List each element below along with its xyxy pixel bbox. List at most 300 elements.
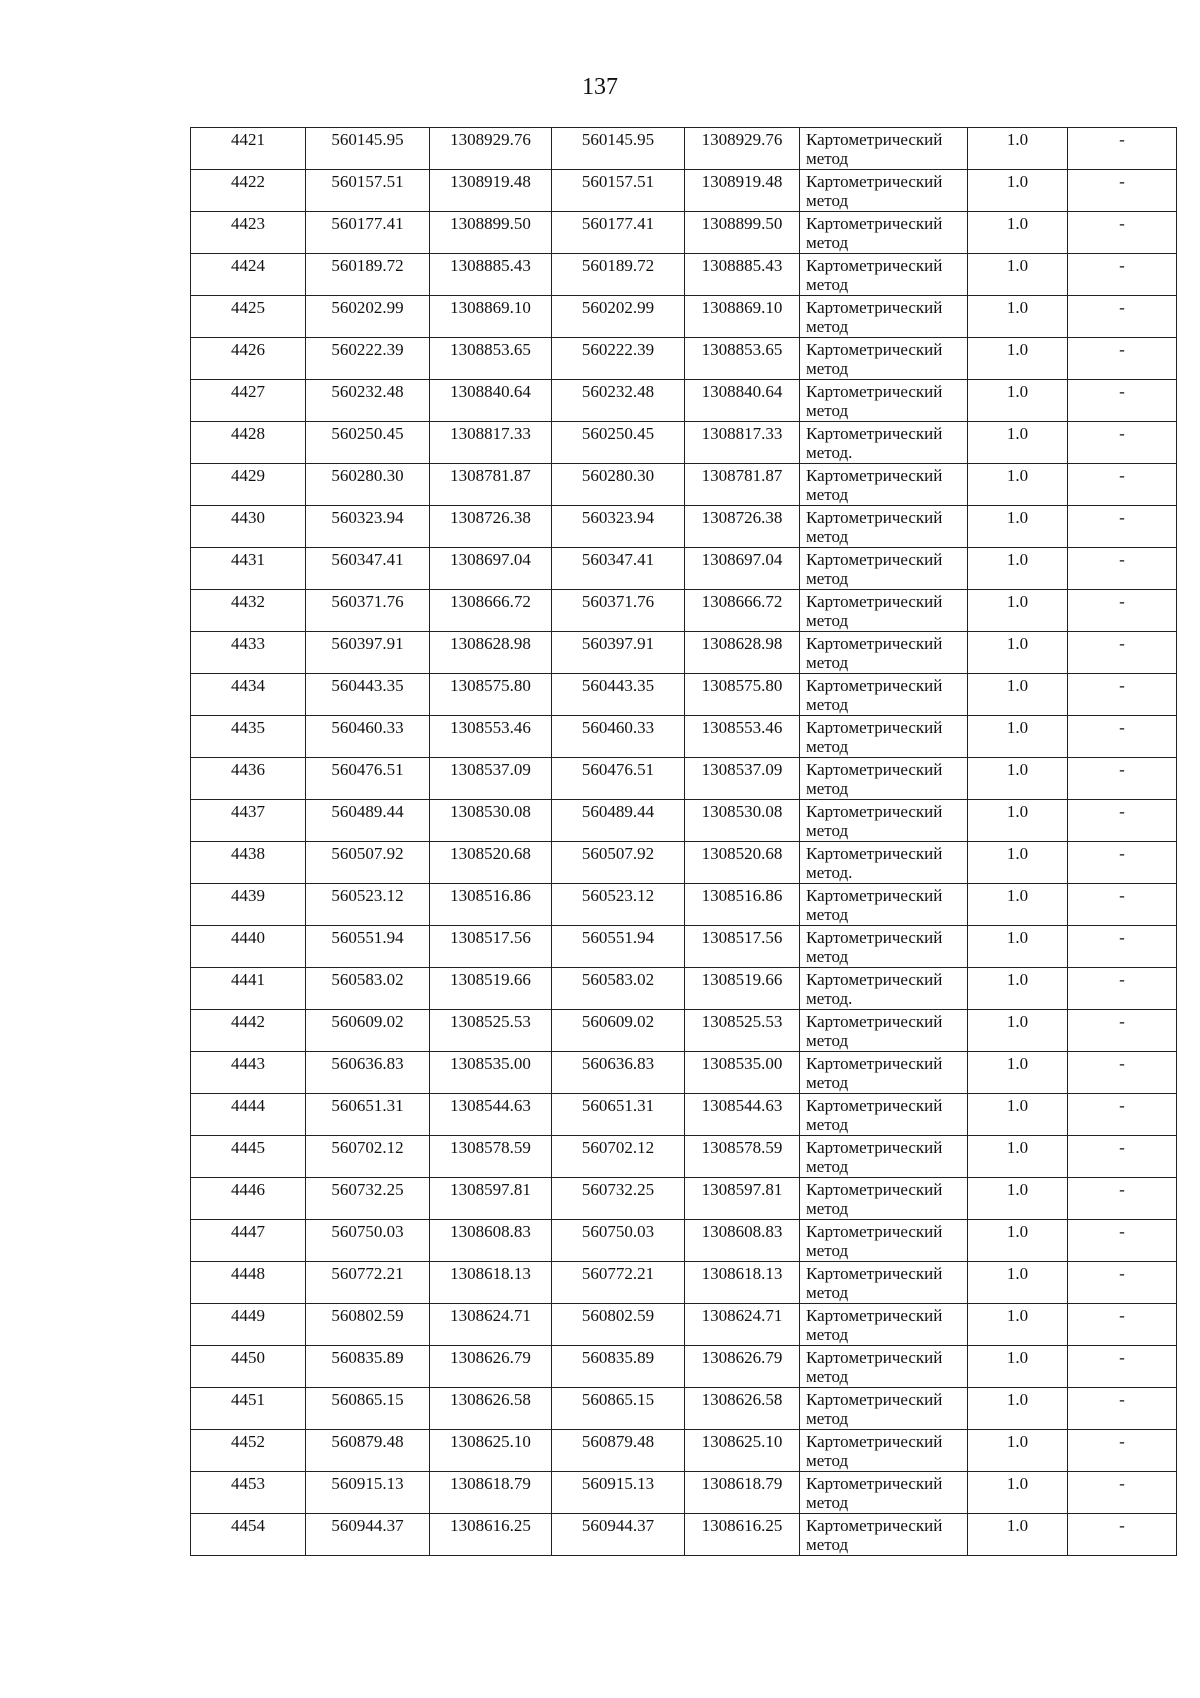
note-cell: - [1068,632,1177,674]
accuracy-cell: 1.0 [968,548,1068,590]
x-coordinate-cell: 560489.44 [306,800,430,842]
x-coordinate-cell: 560476.51 [306,758,430,800]
accuracy-cell: 1.0 [968,128,1068,170]
x-coordinate-cell: 560371.76 [306,590,430,632]
y-coordinate-cell: 1308516.86 [685,884,800,926]
point-number-cell: 4429 [191,464,306,506]
table-row [191,1346,1177,1388]
y-coordinate-cell: 1308517.56 [685,926,800,968]
x-coordinate-cell: 560772.21 [306,1262,430,1304]
x-coordinate-cell: 560609.02 [306,1010,430,1052]
y-coordinate-cell: 1308625.10 [685,1430,800,1472]
x-coordinate-cell: 560202.99 [552,296,685,338]
accuracy-cell: 1.0 [968,1178,1068,1220]
method-cell: Картометрический метод. [800,968,968,1010]
point-number-cell: 4435 [191,716,306,758]
method-cell: Картометрический метод [800,1430,968,1472]
x-coordinate-cell: 560944.37 [306,1514,430,1556]
note-cell: - [1068,338,1177,380]
table-row [191,1094,1177,1136]
y-coordinate-cell: 1308597.81 [430,1178,552,1220]
x-coordinate-cell: 560835.89 [306,1346,430,1388]
x-coordinate-cell: 560443.35 [306,674,430,716]
x-coordinate-cell: 560371.76 [552,590,685,632]
accuracy-cell: 1.0 [968,464,1068,506]
method-cell: Картометрический метод [800,548,968,590]
accuracy-cell: 1.0 [968,254,1068,296]
y-coordinate-cell: 1308899.50 [685,212,800,254]
method-cell: Картометрический метод [800,464,968,506]
method-cell: Картометрический метод [800,884,968,926]
y-coordinate-cell: 1308525.53 [685,1010,800,1052]
table-row [191,506,1177,548]
point-number-cell: 4449 [191,1304,306,1346]
x-coordinate-cell: 560583.02 [306,968,430,1010]
accuracy-cell: 1.0 [968,1010,1068,1052]
table-row [191,1262,1177,1304]
point-number-cell: 4427 [191,380,306,422]
note-cell: - [1068,128,1177,170]
y-coordinate-cell: 1308853.65 [430,338,552,380]
method-cell: Картометрический метод [800,1220,968,1262]
method-cell: Картометрический метод [800,1472,968,1514]
x-coordinate-cell: 560460.33 [552,716,685,758]
y-coordinate-cell: 1308869.10 [430,296,552,338]
method-cell: Картометрический метод [800,254,968,296]
y-coordinate-cell: 1308853.65 [685,338,800,380]
note-cell: - [1068,716,1177,758]
point-number-cell: 4446 [191,1178,306,1220]
accuracy-cell: 1.0 [968,926,1068,968]
table-row [191,170,1177,212]
note-cell: - [1068,758,1177,800]
note-cell: - [1068,1178,1177,1220]
accuracy-cell: 1.0 [968,1346,1068,1388]
note-cell: - [1068,548,1177,590]
x-coordinate-cell: 560583.02 [552,968,685,1010]
y-coordinate-cell: 1308519.66 [430,968,552,1010]
note-cell: - [1068,1094,1177,1136]
point-number-cell: 4431 [191,548,306,590]
y-coordinate-cell: 1308919.48 [430,170,552,212]
method-cell: Картометрический метод [800,380,968,422]
x-coordinate-cell: 560802.59 [552,1304,685,1346]
y-coordinate-cell: 1308781.87 [685,464,800,506]
note-cell: - [1068,1262,1177,1304]
y-coordinate-cell: 1308628.98 [685,632,800,674]
point-number-cell: 4423 [191,212,306,254]
y-coordinate-cell: 1308919.48 [685,170,800,212]
table-row [191,1388,1177,1430]
note-cell: - [1068,296,1177,338]
point-number-cell: 4439 [191,884,306,926]
y-coordinate-cell: 1308530.08 [685,800,800,842]
method-cell: Картометрический метод [800,506,968,548]
table-row [191,1220,1177,1262]
y-coordinate-cell: 1308575.80 [685,674,800,716]
y-coordinate-cell: 1308929.76 [430,128,552,170]
method-cell: Картометрический метод [800,1136,968,1178]
y-coordinate-cell: 1308840.64 [430,380,552,422]
point-number-cell: 4437 [191,800,306,842]
point-number-cell: 4426 [191,338,306,380]
accuracy-cell: 1.0 [968,296,1068,338]
accuracy-cell: 1.0 [968,1220,1068,1262]
note-cell: - [1068,212,1177,254]
table-row [191,1304,1177,1346]
table-row [191,548,1177,590]
point-number-cell: 4444 [191,1094,306,1136]
y-coordinate-cell: 1308625.10 [430,1430,552,1472]
point-number-cell: 4438 [191,842,306,884]
y-coordinate-cell: 1308578.59 [685,1136,800,1178]
y-coordinate-cell: 1308697.04 [685,548,800,590]
x-coordinate-cell: 560879.48 [552,1430,685,1472]
method-cell: Картометрический метод [800,128,968,170]
method-cell: Картометрический метод [800,1304,968,1346]
x-coordinate-cell: 560507.92 [552,842,685,884]
note-cell: - [1068,842,1177,884]
x-coordinate-cell: 560476.51 [552,758,685,800]
y-coordinate-cell: 1308537.09 [685,758,800,800]
x-coordinate-cell: 560202.99 [306,296,430,338]
x-coordinate-cell: 560397.91 [552,632,685,674]
point-number-cell: 4442 [191,1010,306,1052]
point-number-cell: 4430 [191,506,306,548]
x-coordinate-cell: 560189.72 [306,254,430,296]
x-coordinate-cell: 560865.15 [306,1388,430,1430]
y-coordinate-cell: 1308618.79 [430,1472,552,1514]
table-row [191,926,1177,968]
y-coordinate-cell: 1308520.68 [430,842,552,884]
method-cell: Картометрический метод [800,758,968,800]
table-row [191,674,1177,716]
x-coordinate-cell: 560323.94 [306,506,430,548]
point-number-cell: 4433 [191,632,306,674]
y-coordinate-cell: 1308626.58 [685,1388,800,1430]
note-cell: - [1068,170,1177,212]
x-coordinate-cell: 560177.41 [306,212,430,254]
table-row [191,254,1177,296]
note-cell: - [1068,464,1177,506]
accuracy-cell: 1.0 [968,380,1068,422]
x-coordinate-cell: 560177.41 [552,212,685,254]
y-coordinate-cell: 1308553.46 [430,716,552,758]
table-row [191,842,1177,884]
method-cell: Картометрический метод [800,1010,968,1052]
y-coordinate-cell: 1308885.43 [430,254,552,296]
x-coordinate-cell: 560489.44 [552,800,685,842]
method-cell: Картометрический метод [800,1094,968,1136]
x-coordinate-cell: 560250.45 [552,422,685,464]
y-coordinate-cell: 1308616.25 [430,1514,552,1556]
table-row [191,716,1177,758]
accuracy-cell: 1.0 [968,212,1068,254]
y-coordinate-cell: 1308626.58 [430,1388,552,1430]
y-coordinate-cell: 1308840.64 [685,380,800,422]
x-coordinate-cell: 560750.03 [306,1220,430,1262]
x-coordinate-cell: 560802.59 [306,1304,430,1346]
x-coordinate-cell: 560222.39 [306,338,430,380]
accuracy-cell: 1.0 [968,170,1068,212]
table-row [191,1052,1177,1094]
y-coordinate-cell: 1308929.76 [685,128,800,170]
accuracy-cell: 1.0 [968,506,1068,548]
page-number: 137 [582,74,618,100]
point-number-cell: 4445 [191,1136,306,1178]
note-cell: - [1068,254,1177,296]
y-coordinate-cell: 1308726.38 [685,506,800,548]
point-number-cell: 4432 [191,590,306,632]
note-cell: - [1068,968,1177,1010]
note-cell: - [1068,506,1177,548]
x-coordinate-cell: 560523.12 [306,884,430,926]
table-row [191,1010,1177,1052]
x-coordinate-cell: 560222.39 [552,338,685,380]
y-coordinate-cell: 1308530.08 [430,800,552,842]
table-row [191,422,1177,464]
x-coordinate-cell: 560551.94 [306,926,430,968]
method-cell: Картометрический метод [800,1178,968,1220]
table-row [191,590,1177,632]
accuracy-cell: 1.0 [968,1388,1068,1430]
y-coordinate-cell: 1308525.53 [430,1010,552,1052]
accuracy-cell: 1.0 [968,338,1068,380]
y-coordinate-cell: 1308624.71 [430,1304,552,1346]
x-coordinate-cell: 560636.83 [552,1052,685,1094]
y-coordinate-cell: 1308726.38 [430,506,552,548]
point-number-cell: 4453 [191,1472,306,1514]
x-coordinate-cell: 560915.13 [552,1472,685,1514]
y-coordinate-cell: 1308666.72 [430,590,552,632]
method-cell: Картометрический метод [800,296,968,338]
x-coordinate-cell: 560460.33 [306,716,430,758]
x-coordinate-cell: 560189.72 [552,254,685,296]
point-number-cell: 4440 [191,926,306,968]
y-coordinate-cell: 1308544.63 [685,1094,800,1136]
y-coordinate-cell: 1308517.56 [430,926,552,968]
accuracy-cell: 1.0 [968,1052,1068,1094]
point-number-cell: 4424 [191,254,306,296]
x-coordinate-cell: 560250.45 [306,422,430,464]
table-row [191,1136,1177,1178]
y-coordinate-cell: 1308597.81 [685,1178,800,1220]
y-coordinate-cell: 1308628.98 [430,632,552,674]
x-coordinate-cell: 560772.21 [552,1262,685,1304]
method-cell: Картометрический метод [800,674,968,716]
x-coordinate-cell: 560145.95 [306,128,430,170]
x-coordinate-cell: 560145.95 [552,128,685,170]
table-row [191,1430,1177,1472]
table-body [191,128,1177,1556]
x-coordinate-cell: 560750.03 [552,1220,685,1262]
point-number-cell: 4422 [191,170,306,212]
point-number-cell: 4454 [191,1514,306,1556]
y-coordinate-cell: 1308537.09 [430,758,552,800]
note-cell: - [1068,926,1177,968]
method-cell: Картометрический метод [800,926,968,968]
method-cell: Картометрический метод [800,1262,968,1304]
note-cell: - [1068,1430,1177,1472]
note-cell: - [1068,590,1177,632]
accuracy-cell: 1.0 [968,1430,1068,1472]
table-row [191,380,1177,422]
method-cell: Картометрический метод [800,1388,968,1430]
accuracy-cell: 1.0 [968,1136,1068,1178]
note-cell: - [1068,1136,1177,1178]
y-coordinate-cell: 1308618.13 [430,1262,552,1304]
method-cell: Картометрический метод [800,212,968,254]
point-number-cell: 4448 [191,1262,306,1304]
y-coordinate-cell: 1308666.72 [685,590,800,632]
x-coordinate-cell: 560702.12 [552,1136,685,1178]
note-cell: - [1068,800,1177,842]
note-cell: - [1068,1304,1177,1346]
y-coordinate-cell: 1308544.63 [430,1094,552,1136]
x-coordinate-cell: 560397.91 [306,632,430,674]
table-row [191,128,1177,170]
x-coordinate-cell: 560280.30 [306,464,430,506]
y-coordinate-cell: 1308885.43 [685,254,800,296]
accuracy-cell: 1.0 [968,590,1068,632]
method-cell: Картометрический метод [800,1514,968,1556]
y-coordinate-cell: 1308608.83 [430,1220,552,1262]
y-coordinate-cell: 1308624.71 [685,1304,800,1346]
method-cell: Картометрический метод [800,170,968,212]
table-row [191,884,1177,926]
note-cell: - [1068,1220,1177,1262]
method-cell: Картометрический метод. [800,422,968,464]
y-coordinate-cell: 1308869.10 [685,296,800,338]
note-cell: - [1068,1514,1177,1556]
y-coordinate-cell: 1308697.04 [430,548,552,590]
point-number-cell: 4436 [191,758,306,800]
note-cell: - [1068,674,1177,716]
table-row [191,758,1177,800]
accuracy-cell: 1.0 [968,842,1068,884]
point-number-cell: 4421 [191,128,306,170]
note-cell: - [1068,884,1177,926]
x-coordinate-cell: 560651.31 [552,1094,685,1136]
x-coordinate-cell: 560551.94 [552,926,685,968]
x-coordinate-cell: 560636.83 [306,1052,430,1094]
table-row [191,464,1177,506]
point-number-cell: 4441 [191,968,306,1010]
x-coordinate-cell: 560507.92 [306,842,430,884]
y-coordinate-cell: 1308618.79 [685,1472,800,1514]
y-coordinate-cell: 1308535.00 [685,1052,800,1094]
accuracy-cell: 1.0 [968,716,1068,758]
accuracy-cell: 1.0 [968,800,1068,842]
y-coordinate-cell: 1308608.83 [685,1220,800,1262]
x-coordinate-cell: 560157.51 [306,170,430,212]
y-coordinate-cell: 1308578.59 [430,1136,552,1178]
y-coordinate-cell: 1308817.33 [430,422,552,464]
method-cell: Картометрический метод [800,716,968,758]
coordinates-table [190,127,1177,1556]
x-coordinate-cell: 560443.35 [552,674,685,716]
x-coordinate-cell: 560347.41 [306,548,430,590]
accuracy-cell: 1.0 [968,884,1068,926]
method-cell: Картометрический метод [800,1346,968,1388]
point-number-cell: 4451 [191,1388,306,1430]
table-row [191,1472,1177,1514]
x-coordinate-cell: 560865.15 [552,1388,685,1430]
x-coordinate-cell: 560732.25 [552,1178,685,1220]
x-coordinate-cell: 560232.48 [306,380,430,422]
x-coordinate-cell: 560280.30 [552,464,685,506]
x-coordinate-cell: 560879.48 [306,1430,430,1472]
table-row [191,800,1177,842]
y-coordinate-cell: 1308553.46 [685,716,800,758]
method-cell: Картометрический метод [800,632,968,674]
y-coordinate-cell: 1308618.13 [685,1262,800,1304]
note-cell: - [1068,1010,1177,1052]
x-coordinate-cell: 560835.89 [552,1346,685,1388]
x-coordinate-cell: 560523.12 [552,884,685,926]
method-cell: Картометрический метод [800,338,968,380]
accuracy-cell: 1.0 [968,422,1068,464]
x-coordinate-cell: 560609.02 [552,1010,685,1052]
x-coordinate-cell: 560347.41 [552,548,685,590]
y-coordinate-cell: 1308626.79 [430,1346,552,1388]
note-cell: - [1068,422,1177,464]
accuracy-cell: 1.0 [968,1262,1068,1304]
y-coordinate-cell: 1308575.80 [430,674,552,716]
x-coordinate-cell: 560702.12 [306,1136,430,1178]
y-coordinate-cell: 1308519.66 [685,968,800,1010]
table-row [191,296,1177,338]
accuracy-cell: 1.0 [968,968,1068,1010]
y-coordinate-cell: 1308520.68 [685,842,800,884]
y-coordinate-cell: 1308817.33 [685,422,800,464]
x-coordinate-cell: 560732.25 [306,1178,430,1220]
point-number-cell: 4428 [191,422,306,464]
note-cell: - [1068,1052,1177,1094]
point-number-cell: 4447 [191,1220,306,1262]
x-coordinate-cell: 560651.31 [306,1094,430,1136]
point-number-cell: 4450 [191,1346,306,1388]
table-row [191,1514,1177,1556]
y-coordinate-cell: 1308899.50 [430,212,552,254]
note-cell: - [1068,1472,1177,1514]
x-coordinate-cell: 560157.51 [552,170,685,212]
accuracy-cell: 1.0 [968,632,1068,674]
method-cell: Картометрический метод. [800,842,968,884]
point-number-cell: 4425 [191,296,306,338]
note-cell: - [1068,1346,1177,1388]
y-coordinate-cell: 1308781.87 [430,464,552,506]
table-row [191,212,1177,254]
method-cell: Картометрический метод [800,1052,968,1094]
accuracy-cell: 1.0 [968,1514,1068,1556]
accuracy-cell: 1.0 [968,674,1068,716]
note-cell: - [1068,1388,1177,1430]
point-number-cell: 4434 [191,674,306,716]
y-coordinate-cell: 1308535.00 [430,1052,552,1094]
table-row [191,632,1177,674]
table-row [191,968,1177,1010]
point-number-cell: 4443 [191,1052,306,1094]
method-cell: Картометрический метод [800,590,968,632]
table-row [191,1178,1177,1220]
y-coordinate-cell: 1308616.25 [685,1514,800,1556]
method-cell: Картометрический метод [800,800,968,842]
accuracy-cell: 1.0 [968,1094,1068,1136]
accuracy-cell: 1.0 [968,1304,1068,1346]
point-number-cell: 4452 [191,1430,306,1472]
x-coordinate-cell: 560944.37 [552,1514,685,1556]
